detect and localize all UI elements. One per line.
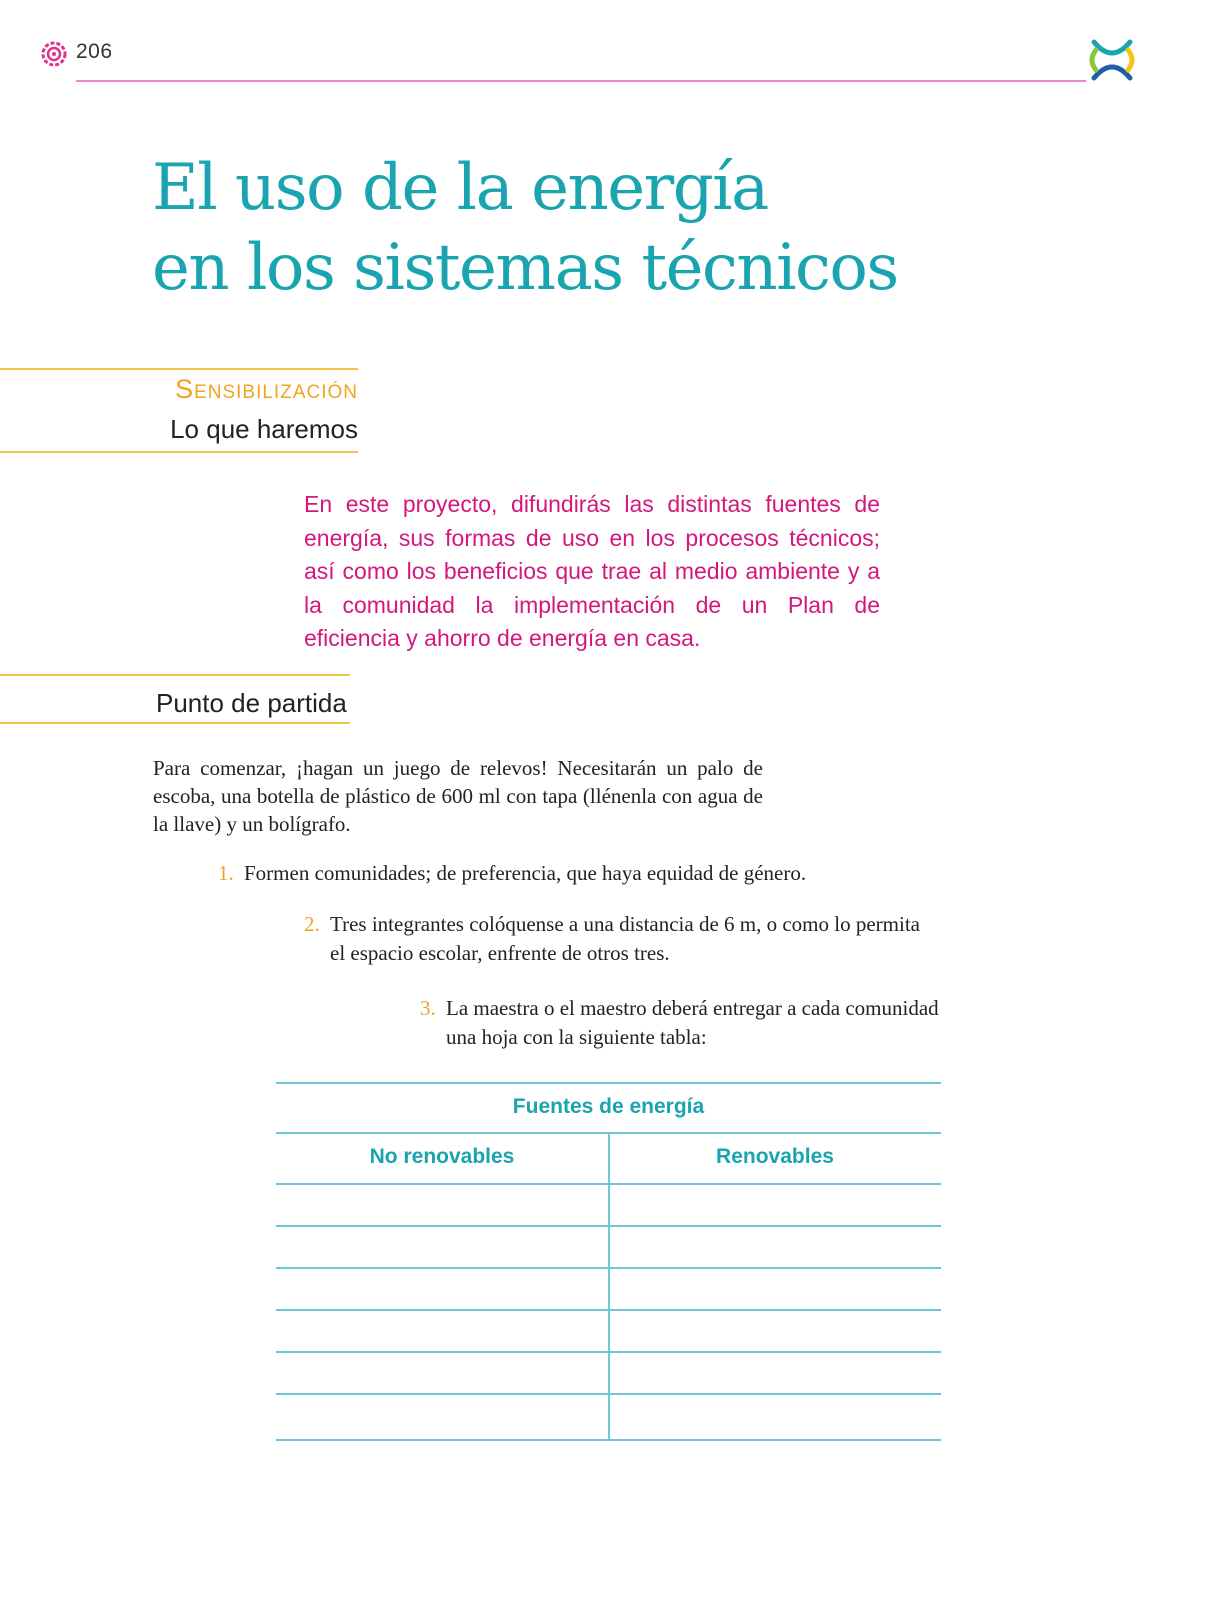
table-header-no-renovables: No renovables <box>369 1145 515 1168</box>
section-rule-top <box>0 368 358 370</box>
list-item <box>304 910 924 968</box>
logo-icon <box>1086 34 1138 86</box>
list-item-number: 2. <box>304 912 320 936</box>
intro-paragraph: En este proyecto, difundirás las distintas fuentes de energía, sus formas de uso en los procesos técnicos; así como los beneficios que trae al medio ambiente y a la comunidad la implementación de un Plan de eficiencia y ahorro de energía en casa. <box>304 491 880 651</box>
table-rule <box>276 1082 941 1084</box>
list-item <box>218 859 918 888</box>
section-kicker: Sensibilización <box>175 374 358 404</box>
section2-title: Punto de partida <box>156 688 347 718</box>
list-item-text: La maestra o el maestro deberá entregar a cada comunidad una hoja con la siguiente tabla: <box>446 996 939 1049</box>
table-header-renovables: Renovables <box>716 1145 834 1168</box>
lead-paragraph: Para comenzar, ¡hagan un juego de relevos! Necesitarán un palo de escoba, una botella de plástico de 600 ml con tapa (llénenla con agua de la llave) y un bolígrafo. <box>153 756 763 836</box>
section-rule-bottom <box>0 451 358 453</box>
page-title-line-1: El uso de la energía <box>152 151 768 225</box>
page-title-line-2: en los sistemas técnicos <box>152 231 898 305</box>
list-item-number: 1. <box>218 861 234 885</box>
list-item-number: 3. <box>420 996 436 1020</box>
table-title: Fuentes de energía <box>512 1095 705 1118</box>
list-item <box>420 994 950 1052</box>
section-subtitle: Lo que haremos <box>170 414 358 444</box>
section2-rule-top <box>0 674 350 676</box>
list-item-text: Tres integrantes colóquense a una distancia de 6 m, o como lo permita el espacio escolar, enfrente de otros tres. <box>330 912 920 965</box>
header-rule <box>76 80 1086 82</box>
page-title <box>152 148 898 308</box>
list-item-text: Formen comunidades; de preferencia, que haya equidad de género. <box>244 861 807 885</box>
page-number: 206 <box>76 40 113 63</box>
ornament-icon <box>40 40 68 68</box>
section2-rule-bottom <box>0 722 350 724</box>
table-column-divider <box>608 1132 610 1440</box>
